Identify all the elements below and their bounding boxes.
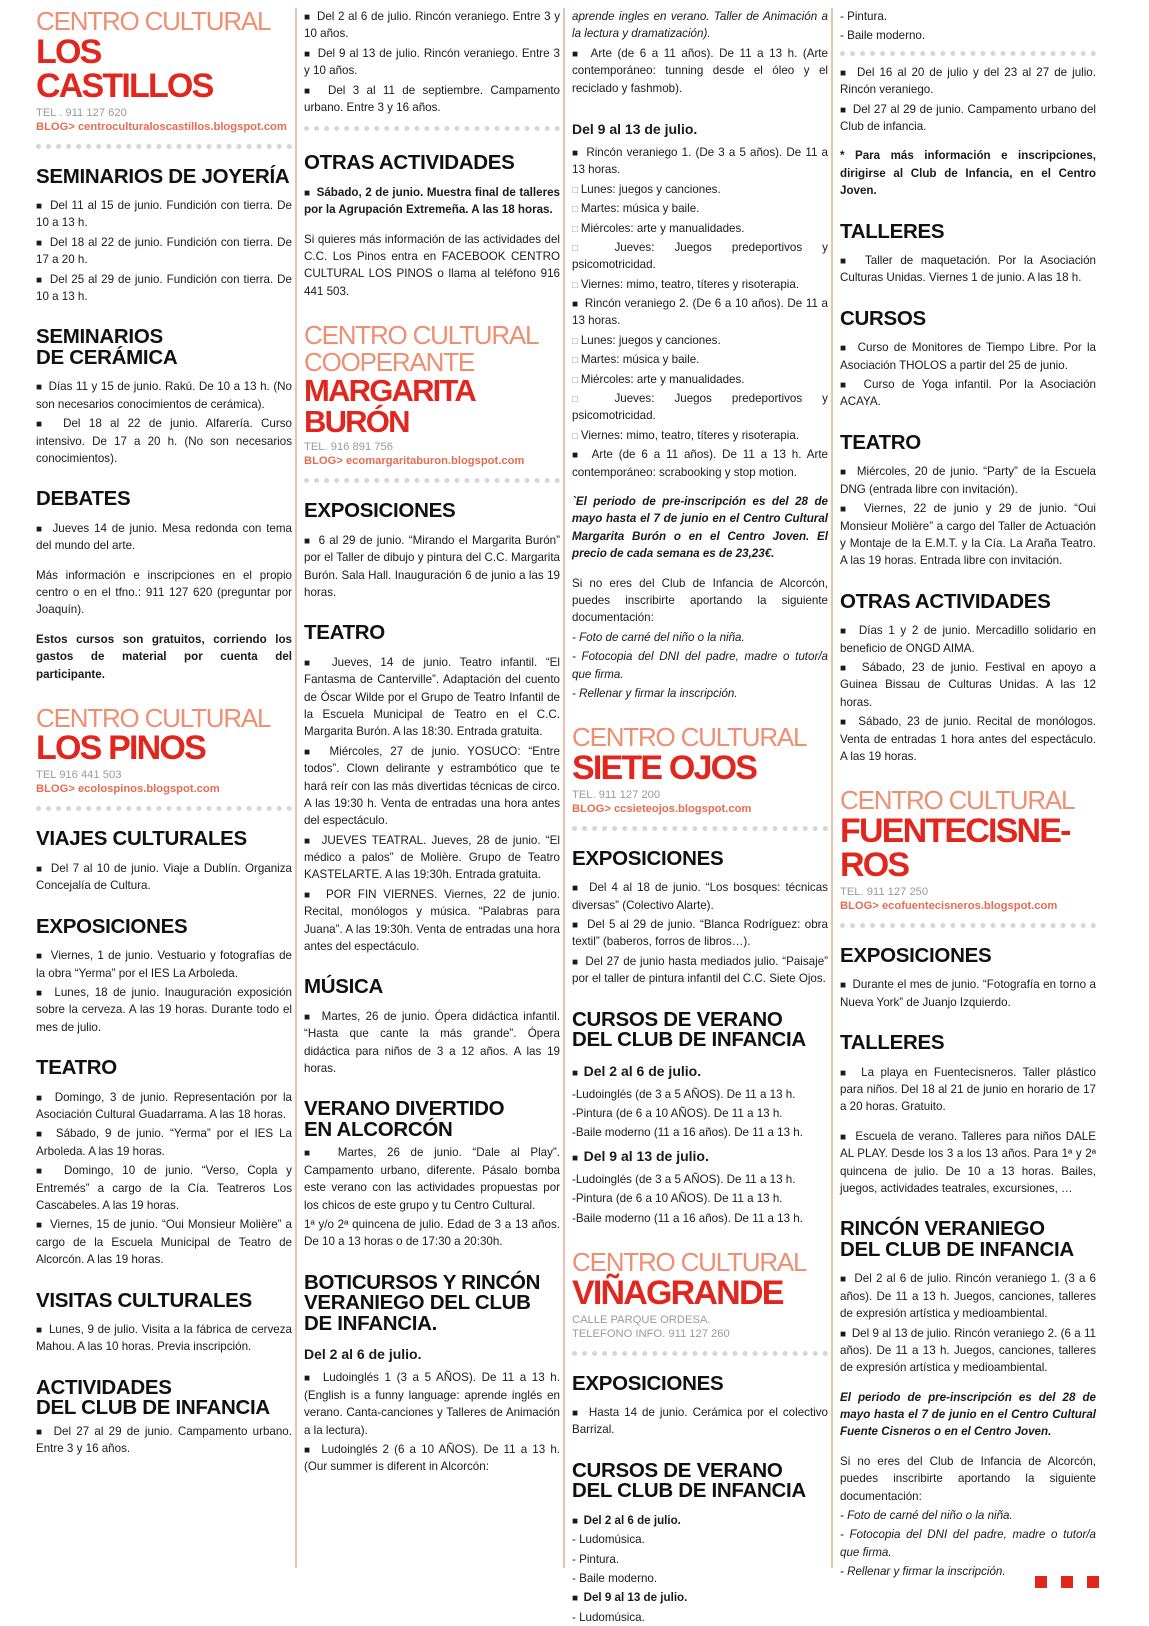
section-heading: ACTIVIDADES [36,1375,172,1399]
list-item: ■ Sábado, 23 de junio. Festival en apoyo a Guinea Bissau de Culturas Unidas. A las 12 horas. [840,659,1096,711]
section-heading: TALLERES [840,1031,945,1055]
list-item: □ Viernes: mimo, teatro, títeres y risoterapia. [572,276,828,293]
list-item: ■ Del 18 al 22 de junio. Fundición con tierra. De 17 a 20 h. [36,234,292,269]
list-item: ■ Del 11 al 15 de junio. Fundición con tierra. De 10 a 13 h. [36,197,292,232]
list-item: ■ Del 27 al 29 de junio. Campamento urbano del Club de infancia. [840,101,1096,136]
center-name: ROS [840,845,909,884]
center-name: FUENTECISNE- [840,811,1070,850]
section-boticursos [304,1270,560,1476]
section-heading: DEL CLUB DE INFANCIA [572,1479,806,1503]
section-julio-9-13 [572,119,828,702]
center-vinagrande [572,1246,828,1356]
list-item: ■ Sábado, 2 de junio. Muestra final de talleres por la Agrupación Extremeña. A las 18 horas. [304,184,560,219]
section-heading: VERANIEGO DEL CLUB [304,1291,531,1315]
center-blog-link[interactable]: BLOG> ecolospinos.blogspot.com [36,783,220,796]
center-name: MARGARITA [304,373,475,409]
list-item: ■ Del 25 al 29 de junio. Fundición con tierra. De 10 a 13 h. [36,271,292,306]
list-item: - Pintura. [840,10,888,23]
center-blog-link[interactable]: BLOG> ecomargaritaburon.blogspot.com [304,455,525,468]
center-name: VIÑAGRANDE [572,1273,783,1312]
section-seminarios-joyeria [36,164,292,306]
section-otras-actividades [304,153,560,300]
list-item: -Pintura (de 6 a 10 AÑOS). De 11 a 13 h. [572,1107,783,1121]
doc-item: - Foto de carné del niño o la niña. [840,1509,1013,1523]
list-item: □ Martes: música y baile. [572,200,828,217]
info-text: Estos cursos son gratuitos, corriendo los gastos de material por cuenta del participante. [36,632,292,681]
section-heading: VISITAS CULTURALES [36,1288,252,1312]
section-rincon-continued [304,8,560,131]
list-item: ■ Del 4 al 18 de junio. “Los bosques: técnicas diversas” (Colectivo Alarte). [572,879,828,914]
info-text: Más información e inscripciones en el propio centro o en el tfno.: 911 127 620 (preguntar por Joaquín). [36,568,292,617]
section-heading: EXPOSICIONES [572,846,724,870]
center-contact [572,1313,828,1341]
list-item: ■ Jueves 14 de junio. Mesa redonda con tema del mundo del arte. [36,520,292,555]
center-phone: TELEFONO INFO. 911 127 260 [572,1327,730,1340]
list-item: ■ Días 11 y 15 de junio. Rakú. De 10 a 13 h. (No son necesarios conocimientos de cerámica). [36,378,292,413]
section-exposiciones [304,501,560,601]
section-heading: EXPOSICIONES [572,1371,724,1395]
column-separator [831,8,833,1568]
notice-text: * Para más información e inscripciones, dirigirse al Club de Infancia, en el Centro Joven. [840,149,1096,198]
center-los-castillos [36,8,292,149]
center-blog-link[interactable]: BLOG> ecofuentecisneros.blogspot.com [840,899,1058,912]
list-item: ■ La playa en Fuentecisneros. Taller plástico para niños. Del 18 al 21 de junio en horario de 17 a 20 horas. Gratuito. [840,1064,1096,1116]
section-teatro [304,623,560,955]
section-teatro [840,430,1096,570]
section-boticursos-continued [572,8,828,97]
center-label: CENTRO CULTURAL [304,320,539,351]
section-heading: RINCÓN VERANIEGO [840,1217,1045,1241]
dotted-divider [840,51,1096,56]
section-heading: OTRAS ACTIVIDADES [840,589,1051,613]
list-item: ■ Días 1 y 2 de junio. Mercadillo solidario en beneficio de ONGD AIMA. [840,622,1096,657]
list-item: ■ Arte (de 6 a 11 años). De 11 a 13 h. Arte contemporáneo: scrabooking y stop motion. [572,446,828,481]
list-item: □ Miércoles: arte y manualidades. [572,371,828,388]
list-item: ■ Domingo, 3 de junio. Representación por la Asociación Cultural Guadarrama. A las 18 horas. [36,1089,292,1124]
center-los-pinos [36,702,292,812]
list-item: □ Jueves: Juegos predeportivos y psicomotricidad. [572,239,828,274]
section-heading: DE INFANCIA. [304,1311,438,1335]
section-heading: SEMINARIOS [36,325,163,349]
square-icon [1087,1576,1099,1588]
list-item: □ Jueves: Juegos predeportivos y psicomotricidad. [572,390,828,425]
list-item: ■ JUEVES TEATRAL. Jueves, 28 de junio. “El médico a palos” de Molière. Grupo de Teatro KASTELARTE. A las 19:30h. Entrada gratuita. [304,832,560,884]
doc-item: - Rellenar y firmar la inscripción. [572,686,738,700]
section-heading: TALLERES [840,219,945,243]
list-item: ■ Del 18 al 22 de junio. Alfarería. Curso intensivo. De 17 a 20 h. (No son necesarios conocimientos). [36,415,292,467]
list-item: ■ 6 al 29 de junio. “Mirando el Margarita Burón” por el Taller de dibujo y pintura del C.C. Margarita Burón. Sala Hall. Inauguración 6 de junio a las 19 horas. [304,532,560,602]
list-item: -Ludoinglés (de 3 a 5 AÑOS). De 11 a 13 h. [572,1172,796,1186]
center-label: CENTRO CULTURAL [572,1246,807,1277]
notice-text: El periodo de pre-inscripción es del 28 de mayo hasta el 7 de junio en el Centro Cultural Fuente Cisneros o en el Centro Joven. [840,1390,1096,1439]
list-item: ■ Curso de Monitores de Tiempo Libre. Por la Asociación THOLOS a partir del 25 de junio. [840,339,1096,374]
section-heading: TEATRO [36,1056,117,1080]
section-heading: SEMINARIOS DE JOYERÍA [36,164,290,188]
section-heading: DEL CLUB DE INFANCIA [36,1396,270,1420]
center-contact [572,788,828,816]
section-heading: MÚSICA [304,975,384,999]
section-heading: DEL CLUB DE INFANCIA [840,1237,1074,1261]
center-name: BURÓN [304,404,409,440]
list-item: ■ Del 9 al 13 de julio. Rincón veraniego. Entre 3 y 10 años. [304,45,560,80]
list-item: ■ Lunes, 18 de junio. Inauguración exposición sobre la cerveza. A las 19 horas. Durante todo el mes de julio. [36,984,292,1036]
column-4 [840,8,1096,1578]
list-item: ■ Del 2 al 6 de julio. Rincón veraniego 1. (3 a 6 años). De 11 a 13 h. Juegos, canciones, talleres de expresión artística y medioambiental. [840,1270,1096,1322]
section-seminarios-ceramica [36,327,292,467]
list-item: ■ Ludoinglés 1 (3 a 5 AÑOS). De 11 a 13 h. (English is a funny language: aprende inglés en verano. Canta-canciones y Talleres de Animación a la lectura). [304,1369,560,1439]
list-item: - Pintura. [572,1552,620,1566]
section-cursos [840,306,1096,411]
section-cursos-continued [840,8,1096,200]
section-exposiciones-2 [572,1371,828,1439]
list-item: ■ Taller de maquetación. Por la Asociación Culturas Unidas. Viernes 1 de junio. A las 18 h. [840,252,1096,287]
center-label: CENTRO CULTURAL [840,785,1075,816]
list-item: ■ Del 7 al 10 de junio. Viaje a Dublín. Organiza Concejalía de Cultura. [36,860,292,895]
list-item: ■ Viernes, 22 de junio y 29 de junio. “Oui Monsieur Molière” a cargo del Taller de Actuación y Montaje de la E.M.T. y la Cía. La Araña Teatro. A las 19 horas. Entrada libre con invitación. [840,500,1096,570]
date-subheading: ■ Del 9 al 13 de julio. [572,1146,828,1167]
list-item: ■ Miércoles, 20 de junio. “Party” de la Escuela DNG (entrada libre con invitación). [840,463,1096,498]
center-label: CENTRO CULTURAL [36,6,271,36]
section-heading: TEATRO [840,430,921,454]
section-heading: CURSOS DE VERANO [572,1007,783,1031]
section-heading: EXPOSICIONES [36,914,188,938]
list-item: ■ Sábado, 9 de junio. “Yerma” por el IES La Arboleda. A las 19 horas. [36,1125,292,1160]
center-contact [840,885,1096,913]
list-item: ■ Del 27 al 29 de junio. Campamento urbano. Entre 3 y 16 años. [36,1423,292,1458]
center-phone: TEL 916 441 503 [36,769,122,782]
list-item: -Ludoinglés (de 3 a 5 AÑOS). De 11 a 13 h. [572,1087,796,1101]
center-blog-link[interactable]: BLOG> centroculturaloscastillos.blogspot.com [36,120,287,133]
list-item: ■ Lunes, 9 de julio. Visita a la fábrica de cerveza Mahou. A las 10 horas. Previa inscripción. [36,1321,292,1356]
dotted-divider [304,478,560,483]
doc-item: - Rellenar y firmar la inscripción. [840,1565,1006,1579]
section-heading: DEBATES [36,487,131,511]
list-item: -Pintura (de 6 a 10 AÑOS). De 11 a 13 h. [572,1192,783,1206]
dotted-divider [572,1351,828,1356]
list-item: - Baile moderno. [840,29,926,43]
info-text: aprende ingles en verano. Taller de Animación a la lectura y dramatización). [572,10,828,41]
section-teatro [36,1058,292,1268]
dotted-divider [36,806,292,811]
center-contact [36,106,292,134]
date-subheading: Del 9 al 13 de julio. [572,120,698,137]
center-name: LOS [36,32,101,71]
section-cursos-verano-2 [572,1458,828,1626]
dotted-divider [572,826,828,831]
section-heading: TEATRO [304,621,385,645]
list-item: ■ Del 16 al 20 de julio y del 23 al 27 de julio. Rincón veraniego. [840,64,1096,99]
list-item: - Ludomúsica. [572,1610,645,1624]
date-subheading: ■ Del 2 al 6 de julio. [572,1061,828,1082]
list-item: ■ Sábado, 23 de junio. Recital de monólogos. Venta de entradas 1 hora antes del espectáculo. A las 19 horas. [840,713,1096,765]
center-phone: TEL. 911 127 200 [572,788,661,801]
center-siete-ojos [572,724,828,831]
notice-text: `El periodo de pre-inscripción es del 28 de mayo hasta el 7 de junio en el Centro Cultural Margarita Burón o en el Centro Joven. El precio de cada semana es de 23,23€. [572,494,828,561]
dotted-divider [840,923,1096,928]
date-subheading: ■ Del 9 al 13 de julio. [572,1589,828,1606]
section-verano-divertido [304,1099,560,1250]
list-item: ■ Del 9 al 13 de julio. Rincón veraniego 2. (6 a 11 años). De 11 a 13 h. Juegos, canciones, talleres de expresión artística y medioambiental. [840,1325,1096,1377]
list-item: -Baile moderno (11 a 16 años). De 11 a 13 h. [572,1126,803,1140]
date-subheading: ■ Del 2 al 6 de julio. [572,1512,828,1529]
list-item: □ Miércoles: arte y manualidades. [572,220,828,237]
center-fuentecisneros [840,787,1096,928]
list-item: ■ POR FIN VIERNES. Viernes, 22 de junio. Recital, monólogos y música. “Palabras para Juana”. A las 19:30h. Venta de entradas una hora antes del espectáculo. [304,886,560,956]
list-item: ■ Del 2 al 6 de julio. Rincón veraniego. Entre 3 y 10 años. [304,8,560,43]
section-heading: VERANO DIVERTIDO [304,1097,505,1121]
section-heading: VIAJES CULTURALES [36,827,247,851]
center-phone: TEL . 911 127 620 [36,106,127,119]
center-contact [36,768,292,796]
list-item: ■ Del 3 al 11 de septiembre. Campamento urbano. Entre 3 y 16 años. [304,82,560,117]
section-heading: CURSOS DE VERANO [572,1458,783,1482]
list-item: ■ Rincón veraniego 2. (De 6 a 10 años). De 11 a 13 horas. [572,295,828,330]
list-item: ■ Durante el mes de junio. “Fotografía en torno a Nueva York” de Juanjo Izquierdo. [840,976,1096,1011]
section-heading: EXPOSICIONES [304,499,456,523]
square-icon [1035,1576,1047,1588]
list-item: □ Martes: música y baile. [572,351,828,368]
doc-item: - Fotocopia del DNI del padre, madre o tutor/a que firma. [840,1528,1096,1559]
section-heading: EN ALCORCÓN [304,1117,453,1141]
doc-item: - Fotocopia del DNI del padre, madre o tutor/a que firma. [572,650,828,681]
list-item: □ Lunes: juegos y canciones. [572,332,828,349]
section-musica [304,977,560,1077]
info-text: 1ª y/o 2ª quincena de julio. Edad de 3 a 13 años. De 10 a 13 horas o de 17:30 a 20:30h. [304,1218,560,1249]
section-heading: BOTICURSOS Y RINCÓN [304,1270,541,1294]
section-actividades-club [36,1375,292,1458]
list-item: ■ Martes, 26 de junio. Ópera didáctica infantil. “Hasta que cante la más grande”. Ópera didáctica para niños de 3 a 12 años. A las 19 horas. [304,1008,560,1078]
column-separator [295,8,297,1568]
center-blog-link[interactable]: BLOG> ccsieteojos.blogspot.com [572,802,752,815]
section-visitas-culturales [36,1288,292,1356]
section-heading: DEL CLUB DE INFANCIA [572,1028,806,1052]
list-item: ■ Del 27 de junio hasta mediados julio. “Paisaje” por el taller de pintura infantil del C.C. Siete Ojos. [572,953,828,988]
list-item: ■ Miércoles, 27 de junio. YOSUCO: “Entre todos”. Clown delirante y estrambótico que te hará reír con las más divertidas técnicas de circo. A las 19:30 h. Venta de entradas una hora antes del espectáculo. [304,743,560,830]
info-text: Si no eres del Club de Infancia de Alcorcón, puedes inscribirte aportando la siguiente documentación: [840,1454,1096,1503]
center-contact [304,440,560,468]
section-heading: OTRAS ACTIVIDADES [304,151,515,175]
list-item: ■ Domingo, 10 de junio. “Verso, Copla y Entremés” a cargo de la Cía. Teatreros Los Cascabeles. A las 19 horas. [36,1162,292,1214]
center-address: CALLE PARQUE ORDESA. [572,1313,711,1326]
list-item: ■ Viernes, 15 de junio. “Oui Monsieur Molière” a cargo de la Escuela Municipal de Teatro de Alcorcón. A las 19 horas. [36,1216,292,1268]
square-icon [1061,1576,1073,1588]
section-exposiciones [572,846,828,988]
list-item: □ Lunes: juegos y canciones. [572,181,828,198]
list-item: ■ Curso de Yoga infantil. Por la Asociación ACAYA. [840,376,1096,411]
info-text: Si quieres más información de las actividades del C.C. Los Pinos entra en FACEBOOK CENTRO CULTURAL LOS PINOS o llama al teléfono 916 441 503. [304,232,560,298]
list-item: □ Viernes: mimo, teatro, títeres y risoterapia. [572,427,828,444]
section-rincon-veraniego [840,1219,1096,1580]
section-cursos-verano [572,1007,828,1227]
column-1 [36,8,292,1578]
section-otras-actividades [840,589,1096,766]
column-separator [563,8,565,1568]
list-item: ■ Arte (de 6 a 11 años). De 11 a 13 h. (Arte contemporáneo: tunning desde el óleo y el reciclado y fashmob). [572,45,828,97]
column-2 [304,8,560,1578]
center-label: CENTRO CULTURAL [572,722,807,753]
list-item: - Baile moderno. [572,1571,658,1585]
section-heading: CURSOS [840,306,926,330]
center-name: SIETE OJOS [572,748,757,787]
section-talleres [840,219,1096,287]
info-text: Si no eres del Club de Infancia de Alcorcón, puedes inscribirte aportando la siguiente documentación: [572,576,828,625]
list-item: ■ Escuela de verano. Talleres para niños DALE AL PLAY. Desde los 3 a los 13 años. Para 1ª y 2ª quincena de julio. De 10 a 13 horas. Bailes, juegos, actividades teatrales, excursiones, … [840,1128,1096,1198]
list-item: ■ Del 5 al 29 de junio. “Blanca Rodríguez: obra textil” (baberos, forros de libros…). [572,916,828,951]
list-item: ■ Jueves, 14 de junio. Teatro infantil. “El Fantasma de Canterville”. Adaptación del cuento de Óscar Wilde por el Grupo de Teatro Infantil de la Escuela Municipal de Teatro en el C.C. Margarita Burón. A las 18:30. Entrada gratuita. [304,654,560,741]
dotted-divider [36,144,292,149]
section-heading: DE CERÁMICA [36,345,178,369]
list-item: ■ Ludoinglés 2 (6 a 10 AÑOS). De 11 a 13 h. (Our summer is diferent in Alcorcón: [304,1441,560,1476]
section-talleres-2 [840,1033,1096,1197]
center-margarita-buron [304,322,560,483]
list-item: - Ludomúsica. [572,1533,645,1547]
center-name: LOS PINOS [36,729,205,768]
decorative-squares [1035,1576,1099,1588]
center-label: CENTRO CULTURAL [36,702,271,733]
list-item: ■ Martes, 26 de junio. “Dale al Play”. Campamento urbano, diferente. Pásalo bomba este verano con las actividades propuestas por los chicos de este grupo y tu Centro Cultural. [304,1144,560,1214]
list-item: ■ Viernes, 1 de junio. Vestuario y fotografías de la obra “Yerma” por el IES La Arboleda. [36,947,292,982]
section-viajes-culturales [36,829,292,894]
doc-item: - Foto de carné del niño o la niña. [572,630,745,644]
section-exposiciones [36,914,292,1036]
center-phone: TEL. 911 127 250 [840,885,929,898]
list-item: -Baile moderno (11 a 16 años). De 11 a 13 h. [572,1211,803,1225]
column-3 [572,8,828,1624]
center-label: COOPERANTE [304,346,475,377]
center-name: CASTILLOS [36,66,213,105]
list-item: ■ Rincón veraniego 1. (De 3 a 5 años). De 11 a 13 horas. [572,144,828,179]
dotted-divider [304,126,560,131]
date-subheading: Del 2 al 6 de julio. [304,1346,422,1363]
section-debates [36,489,292,683]
center-phone: TEL. 916 891 756 [304,441,393,454]
section-heading: EXPOSICIONES [840,943,992,967]
section-exposiciones [840,943,1096,1011]
list-item: ■ Hasta 14 de junio. Cerámica por el colectivo Barrizal. [572,1404,828,1439]
